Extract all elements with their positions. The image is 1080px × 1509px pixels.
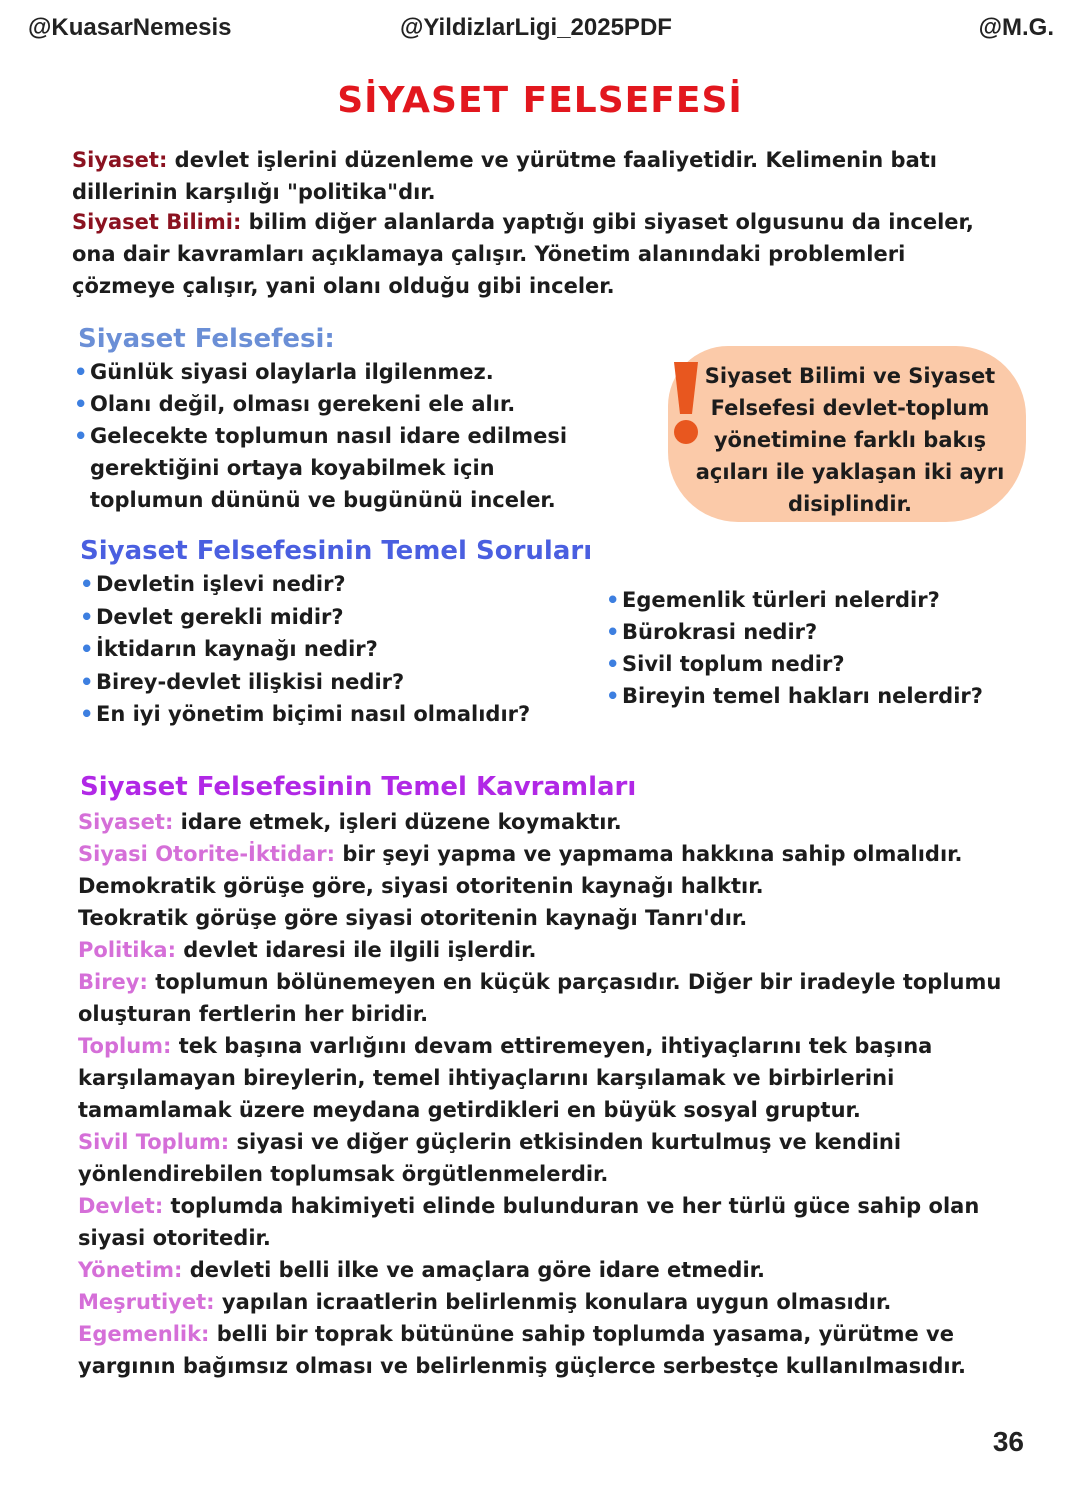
concept-definition: bir şeyi yapma ve yapmama hakkına sahip olmalıdır. (335, 842, 963, 866)
concept-term: Siyasi Otorite-İktidar: (78, 842, 336, 866)
list-item: • Bürokrasi nedir? (606, 616, 1026, 648)
concept-definition: toplumun bölünemeyen en küçük parçasıdır. Diğer bir iradeyle toplumu oluşturan fertlerin her biridir. (78, 970, 1002, 1026)
concept-entry (78, 838, 1028, 870)
sorular-list-left (80, 568, 580, 731)
list-item: • Devlet gerekli midir? (80, 601, 580, 634)
concept-term: Yönetim: (78, 1258, 183, 1282)
concept-entry (78, 1190, 1028, 1254)
list-item: • Devletin işlevi nedir? (80, 568, 580, 601)
concept-term: Egemenlik: (78, 1322, 210, 1346)
kavramlar-list (78, 806, 1028, 1382)
definition-siyaset: devlet işlerini düzenleme ve yürütme faaliyetidir. Kelimenin batı dillerinin karşılığı "politika"dır. (72, 148, 937, 204)
header-right-handle: @M.G. (978, 14, 1054, 41)
page-title: SİYASET FELSEFESİ (337, 80, 743, 121)
header-center-handle: @YildizlarLigi_2025PDF (400, 14, 672, 41)
list-item: • Sivil toplum nedir? (606, 648, 1026, 680)
section-heading-temel-kavramlar: Siyaset Felsefesinin Temel Kavramları (80, 772, 637, 802)
concept-definition: belli bir toprak bütününe sahip toplumda yasama, yürütme ve yargının bağımsız olması ve belirlenmiş güçlerce serbestçe kullanılmasıdır. (78, 1322, 966, 1378)
concept-entry (78, 1318, 1028, 1382)
concept-term: Politika: (78, 938, 176, 962)
concept-entry (78, 902, 1028, 934)
concept-definition: yapılan icraatlerin belirlenmiş konulara uygun olmasıdır. (214, 1290, 892, 1314)
section-heading-temel-sorular: Siyaset Felsefesinin Temel Soruları (80, 536, 593, 566)
concept-entry (78, 1286, 1028, 1318)
list-item: • Gelecekte toplumun nasıl idare edilmesi gerektiğini ortaya koyabilmek için toplumun dününü ve bugününü inceler. (74, 420, 614, 516)
concept-term: Devlet: (78, 1194, 164, 1218)
term-siyaset-bilimi: Siyaset Bilimi: (72, 210, 242, 234)
concept-definition: Demokratik görüşe göre, siyasi otoritenin kaynağı halktır. (78, 874, 764, 898)
concept-entry (78, 966, 1028, 1030)
concept-entry (78, 1126, 1028, 1190)
concept-definition: toplumda hakimiyeti elinde bulunduran ve her türlü güce sahip olan siyasi otoritedir. (78, 1194, 980, 1250)
concept-definition: siyasi ve diğer güçlerin etkisinden kurtulmuş ve kendini yönlendirebilen toplumsak örgütlenmelerdir. (78, 1130, 902, 1186)
concept-term: Toplum: (78, 1034, 172, 1058)
term-siyaset: Siyaset: (72, 148, 168, 172)
concept-entry (78, 934, 1028, 966)
concept-term: Siyaset: (78, 810, 174, 834)
definition-siyaset-bilimi: bilim diğer alanlarda yaptığı gibi siyaset olgusunu da inceler, ona dair kavramları açıklamaya çalışır. Yönetim alanındaki problemleri çözmeye çalışır, yani olanı olduğu gibi inceler. (72, 210, 974, 298)
concept-term: Birey: (78, 970, 148, 994)
intro-paragraph-siyaset-bilimi (72, 206, 1012, 302)
intro-paragraph-siyaset (72, 144, 1002, 208)
concept-term: Sivil Toplum: (78, 1130, 230, 1154)
sorular-list-right (606, 584, 1026, 712)
list-item: • Egemenlik türleri nelerdir? (606, 584, 1026, 616)
concept-definition: tek başına varlığını devam ettiremeyen, ihtiyaçlarını tek başına karşılamayan bireylerin, temel ihtiyaçlarını karşılamak ve birbirlerini tamamlamak üzere meydana getirdikleri en büyük sosyal gruptur. (78, 1034, 933, 1122)
list-item: • Olanı değil, olması gerekeni ele alır. (74, 388, 614, 420)
concept-entry (78, 806, 1028, 838)
list-item: • Günlük siyasi olaylarla ilgilenmez. (74, 356, 614, 388)
concept-definition: devlet idaresi ile ilgili işlerdir. (176, 938, 537, 962)
concept-definition: Teokratik görüşe göre siyasi otoritenin kaynağı Tanrı'dır. (78, 906, 748, 930)
header-left-handle: @KuasarNemesis (28, 14, 232, 41)
concept-term: Meşrutiyet: (78, 1290, 215, 1314)
list-item: • İktidarın kaynağı nedir? (80, 633, 580, 666)
page-number: 36 (992, 1426, 1024, 1457)
list-item: • En iyi yönetim biçimi nasıl olmalıdır? (80, 698, 580, 731)
section-heading-siyaset-felsefesi: Siyaset Felsefesi: (78, 324, 335, 354)
concept-definition: devleti belli ilke ve amaçlara göre idare etmedir. (182, 1258, 765, 1282)
list-item: • Birey-devlet ilişkisi nedir? (80, 666, 580, 699)
concept-definition: idare etmek, işleri düzene koymaktır. (173, 810, 622, 834)
concept-entry (78, 1030, 1028, 1126)
concept-entry (78, 870, 1028, 902)
concept-entry (78, 1254, 1028, 1286)
list-item: • Bireyin temel hakları nelerdir? (606, 680, 1026, 712)
felsefe-list (74, 356, 614, 516)
note-text: Siyaset Bilimi ve Siyaset Felsefesi devlet-toplum yönetimine farklı bakış açıları ile yaklaşan iki ayrı disiplindir. (695, 364, 1005, 516)
